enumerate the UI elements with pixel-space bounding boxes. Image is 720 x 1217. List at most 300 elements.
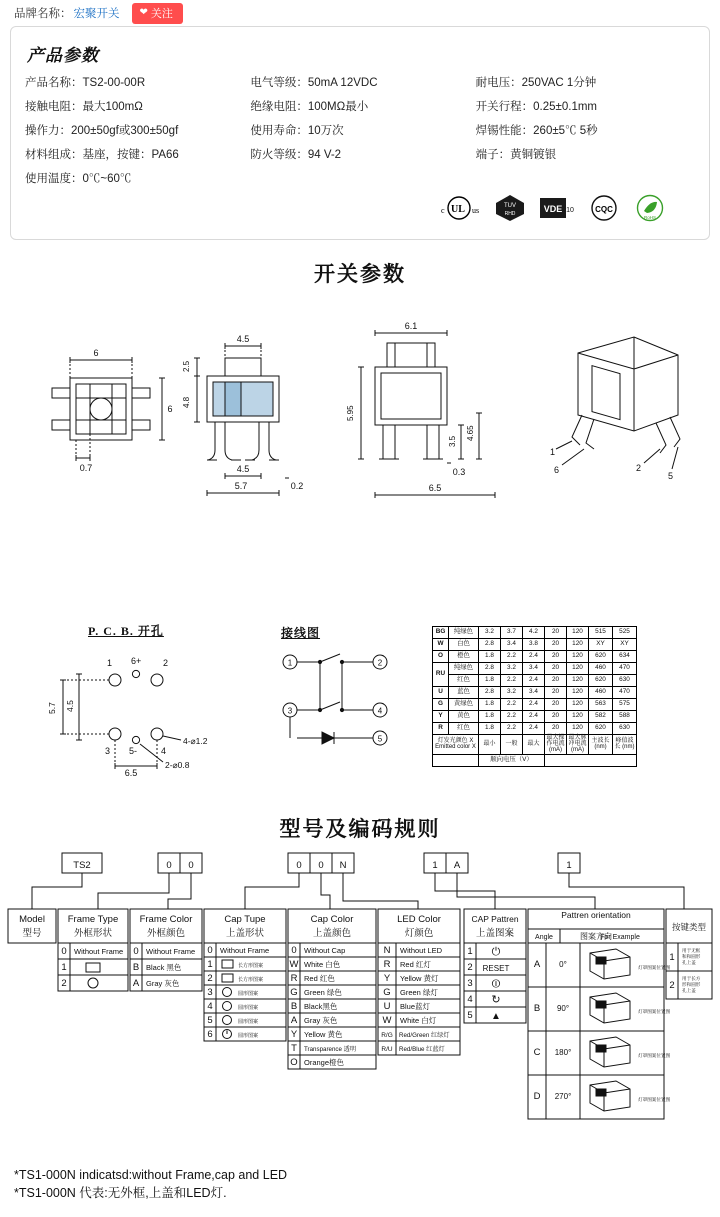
cap-color-key-r: R bbox=[290, 972, 298, 984]
svg-text:VDE: VDE bbox=[543, 203, 563, 214]
pcb-dim-4-5: 4.5 bbox=[65, 699, 75, 712]
led-color: 黄绿色 bbox=[449, 698, 479, 710]
dim-view2-body-height: 4.8 bbox=[182, 396, 191, 408]
led-vf-min: 1.8 bbox=[479, 722, 501, 734]
pcb-pin-1: 1 bbox=[107, 657, 113, 668]
frame-color-val-0: Without Frame bbox=[146, 946, 196, 956]
led-color-key-n: N bbox=[383, 944, 391, 956]
dim-view1-pin: 0.7 bbox=[79, 462, 93, 473]
param-cell: 接触电阻：最大100mΩ bbox=[25, 100, 143, 113]
led-vf-min: 2.8 bbox=[479, 686, 501, 698]
orientation-key-a: A bbox=[533, 958, 541, 970]
brand-bar bbox=[0, 0, 720, 26]
wiring-node-2: 2 bbox=[377, 658, 383, 668]
key-type-val-1-line3: 孔上盖 bbox=[682, 959, 696, 965]
brand-label: 品牌名称： bbox=[14, 8, 72, 20]
led-wl: 563 bbox=[589, 698, 613, 710]
led-code: RU bbox=[433, 662, 449, 686]
cap-type-key-5: 5 bbox=[207, 1014, 213, 1026]
footnotes bbox=[14, 1166, 287, 1204]
frame-color-key-a: A bbox=[132, 977, 140, 989]
led-color-val-n: Without LED bbox=[400, 945, 443, 955]
led-wl: 620 bbox=[589, 722, 613, 734]
orientation-note-a: 灯罩图案位置图 bbox=[638, 964, 671, 970]
cap-pattern-key-5: 5 bbox=[467, 1009, 473, 1021]
cap-color-val-o: Orange橙色 bbox=[304, 1057, 345, 1067]
svg-text:c: c bbox=[441, 205, 445, 215]
led-color-val-ru: Red/Blue 红蓝灯 bbox=[399, 1045, 445, 1053]
led-pk: 470 bbox=[613, 662, 637, 674]
cap-type-val-5: 圆形图案 bbox=[238, 1018, 259, 1025]
param-cell: 开关行程：0.25±0.1mm bbox=[475, 100, 597, 113]
led-vf-typ: 2.2 bbox=[501, 722, 523, 734]
dim-view3-thickness: 0.3 bbox=[452, 466, 466, 477]
pcb-pin-5: 5- bbox=[129, 745, 138, 756]
rohs-certification-icon bbox=[633, 193, 667, 223]
led-if: 20 bbox=[545, 722, 567, 734]
frame-type-val-0: Without Frame bbox=[74, 946, 124, 956]
dim-view3-span: 6.5 bbox=[428, 482, 442, 493]
dim-view1-height: 6 bbox=[167, 403, 173, 414]
led-color-key-w: W bbox=[382, 1014, 392, 1026]
col-led-color-cn: 灯颜色 bbox=[404, 927, 434, 939]
table-row bbox=[433, 674, 637, 686]
led-pk: 630 bbox=[613, 674, 637, 686]
led-pk: 575 bbox=[613, 698, 637, 710]
col-frame-type-cn: 外框形状 bbox=[73, 927, 113, 939]
param-cell: 操作力：200±50gf或300±50gf bbox=[25, 124, 179, 137]
vde-certification-icon bbox=[539, 193, 575, 223]
pcb-hole-large: 4-⌀1.2 bbox=[183, 735, 208, 746]
param-cell: 耐电压：250VAC 1分钟 bbox=[475, 77, 597, 89]
cap-color-val-r: Red 红色 bbox=[304, 973, 335, 983]
led-pk: 634 bbox=[613, 650, 637, 662]
dim-view1-width: 6 bbox=[93, 347, 99, 358]
code-box-model: TS2 bbox=[73, 859, 91, 871]
led-wl: 620 bbox=[589, 650, 613, 662]
led-footer-if: 最大操作电流 (mA) bbox=[546, 734, 565, 754]
frame-color-val-a: Gray 灰色 bbox=[146, 978, 180, 988]
pcb-pin-6: 6+ bbox=[131, 655, 142, 666]
led-vf-typ: 3.7 bbox=[501, 626, 523, 638]
dim-view3-height: 5.95 bbox=[346, 405, 355, 421]
led-ip: 120 bbox=[567, 722, 589, 734]
led-color: 黄色 bbox=[449, 710, 479, 722]
dim-view2-total-width: 5.7 bbox=[234, 480, 248, 491]
col-frame-color-cn: 外框颜色 bbox=[146, 927, 186, 939]
wiring-node-1: 1 bbox=[287, 658, 293, 668]
cap-type-val-1: 长方形图案 bbox=[238, 962, 264, 969]
frame-type-key-1: 1 bbox=[61, 961, 67, 973]
led-code: G bbox=[433, 698, 449, 710]
dim-view3-leg2: 4.65 bbox=[466, 425, 475, 441]
wiring-node-4: 4 bbox=[377, 706, 383, 716]
code-box-cap-pattern: 1 bbox=[432, 859, 438, 871]
col-model-title-en: Model bbox=[19, 913, 45, 925]
svg-text:TUV: TUV bbox=[504, 202, 516, 209]
led-vf-max: 2.4 bbox=[523, 650, 545, 662]
led-color: 白色 bbox=[449, 638, 479, 650]
power-icon: ⏻ bbox=[491, 945, 501, 958]
led-wl: 515 bbox=[589, 626, 613, 638]
svg-text:us: us bbox=[472, 205, 480, 215]
led-vf-min: 1.8 bbox=[479, 674, 501, 686]
drawings-svg bbox=[0, 298, 720, 618]
wiring-diagram-title: 接线图 bbox=[281, 625, 321, 640]
pin-label-2: 2 bbox=[636, 462, 642, 473]
led-footer-typ: 一般 bbox=[501, 734, 523, 754]
frame-color-key-0: 0 bbox=[133, 945, 139, 957]
cap-type-val-0: Without Frame bbox=[220, 945, 270, 955]
led-footer-cn: 灯发光颜色 X bbox=[437, 737, 474, 744]
led-vf-min: 2.8 bbox=[479, 662, 501, 674]
cap-type-val-2: 长方形图案 bbox=[238, 976, 264, 983]
led-ip: 120 bbox=[567, 650, 589, 662]
orientation-key-d: D bbox=[533, 1090, 541, 1102]
led-footer-min: 最小 bbox=[479, 734, 501, 754]
led-pk: XY bbox=[613, 638, 637, 650]
led-color-key-g: G bbox=[383, 986, 391, 998]
led-footer-ip: 最大脉冲电流 (mA) bbox=[568, 734, 587, 754]
footnote-cn: *TS1-000N 代表:无外框,上盖和LED灯. bbox=[14, 1186, 227, 1201]
led-vf-typ: 2.2 bbox=[501, 650, 523, 662]
table-row bbox=[433, 638, 637, 650]
led-footer-emitted bbox=[433, 734, 479, 754]
code-box-orientation: A bbox=[453, 859, 461, 871]
led-vf-typ: 2.2 bbox=[501, 698, 523, 710]
param-cell: 使用温度：0℃~60℃ bbox=[25, 172, 132, 185]
cap-type-key-6: 6 bbox=[207, 1028, 213, 1040]
led-code: R bbox=[433, 722, 449, 734]
pcb-pin-2: 2 bbox=[163, 657, 169, 668]
led-if: 20 bbox=[545, 686, 567, 698]
pcb-dim-6-5: 6.5 bbox=[124, 767, 138, 778]
table-row bbox=[433, 698, 637, 710]
led-vf-max: 2.4 bbox=[523, 722, 545, 734]
pcb-pin-4: 4 bbox=[161, 745, 167, 756]
params-title: 产品参数 bbox=[27, 46, 99, 65]
pin-label-1: 1 bbox=[550, 446, 556, 457]
cap-type-key-1: 1 bbox=[207, 958, 213, 970]
table-row bbox=[433, 626, 637, 638]
table-row bbox=[433, 686, 637, 698]
table-row bbox=[433, 662, 637, 674]
cap-type-key-4: 4 bbox=[207, 1000, 213, 1012]
tuv-certification-icon bbox=[495, 193, 525, 223]
led-pk: 470 bbox=[613, 686, 637, 698]
ul-certification-icon bbox=[441, 193, 481, 223]
led-ip: 120 bbox=[567, 686, 589, 698]
key-type-val-2-line3: 孔上盖 bbox=[682, 987, 696, 993]
dim-view2-pitch: 4.5 bbox=[236, 463, 250, 474]
led-vf-typ: 2.2 bbox=[501, 710, 523, 722]
led-color: 纯绿色 bbox=[449, 626, 479, 638]
orientation-note-b: 灯罩图案位置图 bbox=[638, 1008, 671, 1014]
led-if: 20 bbox=[545, 626, 567, 638]
orientation-val-c: 180° bbox=[554, 1047, 572, 1057]
params-grid bbox=[25, 76, 695, 187]
cap-color-val-y: Yellow 黄色 bbox=[304, 1029, 343, 1039]
led-wl: 460 bbox=[589, 686, 613, 698]
param-cell: 端子：黄铜镀银 bbox=[475, 148, 557, 161]
led-pk: 525 bbox=[613, 626, 637, 638]
led-vf-max: 2.4 bbox=[523, 674, 545, 686]
led-color-key-r: R bbox=[383, 958, 391, 970]
led-footer-en: Emitted color X bbox=[435, 744, 476, 751]
svg-text:CQC: CQC bbox=[595, 204, 613, 214]
led-vf-min: 1.8 bbox=[479, 710, 501, 722]
led-vf-max: 3.4 bbox=[523, 662, 545, 674]
param-cell bbox=[476, 172, 695, 187]
led-ip: 120 bbox=[567, 698, 589, 710]
table-footer-row bbox=[433, 734, 637, 754]
orientation-note-d: 灯罩图案位置图 bbox=[638, 1096, 671, 1102]
orientation-val-d: 270° bbox=[554, 1091, 572, 1101]
key-type-val-2-line1: 用于长方 bbox=[682, 975, 701, 981]
led-color-key-y: Y bbox=[383, 972, 391, 984]
led-color-key-u: U bbox=[383, 1000, 391, 1012]
cap-pattern-key-2: 2 bbox=[467, 961, 473, 973]
brand-name-link[interactable]: 宏聚开关 bbox=[73, 8, 120, 20]
table-footer-row-2 bbox=[433, 754, 637, 766]
key-type-key-1: 1 bbox=[669, 951, 675, 963]
cap-color-key-t: T bbox=[291, 1042, 297, 1054]
orientation-key-b: B bbox=[533, 1002, 541, 1014]
cap-type-key-2: 2 bbox=[207, 972, 213, 984]
led-wl: 460 bbox=[589, 662, 613, 674]
section-heading-switch-params: 开关参数 bbox=[314, 262, 406, 286]
col-key-type-cn: 按键类型 bbox=[671, 921, 707, 932]
led-ip: 120 bbox=[567, 662, 589, 674]
svg-text:RHD: RHD bbox=[504, 210, 516, 217]
led-wl: XY bbox=[589, 638, 613, 650]
led-ip: 120 bbox=[567, 710, 589, 722]
led-color-val-rg: Red/Green 红绿灯 bbox=[399, 1031, 450, 1039]
param-cell: 防火等级：94 V-2 bbox=[250, 148, 342, 161]
led-code: Y bbox=[433, 710, 449, 722]
param-cell: 绝缘电阻：100MΩ最小 bbox=[250, 100, 369, 113]
dim-view2-cap-width: 4.5 bbox=[236, 333, 250, 344]
code-box-cap-color: 0 bbox=[318, 859, 324, 871]
led-footer-max: 最大 bbox=[523, 734, 545, 754]
col-model-title-cn: 型号 bbox=[22, 927, 42, 939]
footnote-en: *TS1-000N indicatsd:without Frame,cap and LED bbox=[14, 1167, 288, 1182]
frame-color-val-b: Black 黑色 bbox=[146, 962, 182, 972]
param-cell: 电气等级：50mA 12VDC bbox=[250, 77, 378, 89]
cap-color-key-a: A bbox=[290, 1014, 298, 1026]
led-ip: 120 bbox=[567, 638, 589, 650]
led-ip: 120 bbox=[567, 626, 589, 638]
led-color-val-u: Blue蓝灯 bbox=[400, 1001, 431, 1011]
cap-type-val-6: 圆形图案 bbox=[238, 1032, 259, 1039]
cap-color-val-t: Transparence 透明 bbox=[304, 1045, 357, 1053]
cap-pattern-val-2: RESET bbox=[482, 963, 510, 973]
cap-color-key-y: Y bbox=[290, 1028, 298, 1040]
follow-button-label: 关注 bbox=[150, 7, 173, 20]
dim-view2-cap-height: 2.5 bbox=[182, 360, 191, 372]
led-footer-vf: 顺向电压（V） bbox=[479, 754, 545, 766]
key-type-val-1-line1: 用于无框 bbox=[682, 947, 701, 953]
led-vf-typ: 2.2 bbox=[501, 674, 523, 686]
cap-color-val-0: Without Cap bbox=[304, 945, 346, 955]
led-spec-table-wrap bbox=[432, 626, 637, 767]
led-color: 蓝色 bbox=[449, 686, 479, 698]
led-vf-typ: 3.4 bbox=[501, 638, 523, 650]
param-cell: 焊锡性能：260±5℃ 5秒 bbox=[475, 124, 598, 137]
orientation-note-c: 灯罩图案位置图 bbox=[638, 1052, 671, 1058]
led-color: 纯绿色 bbox=[449, 662, 479, 674]
cap-type-val-3: 圆形图案 bbox=[238, 990, 259, 997]
col-orientation-en: Pattren orientation bbox=[561, 909, 631, 920]
code-box-cap-type: 0 bbox=[296, 859, 302, 871]
led-if: 20 bbox=[545, 638, 567, 650]
cqc-certification-icon bbox=[589, 193, 619, 223]
cap-color-key-o: O bbox=[290, 1056, 298, 1068]
product-params-panel bbox=[10, 26, 710, 240]
led-color: 橙色 bbox=[449, 650, 479, 662]
led-wl: 620 bbox=[589, 674, 613, 686]
led-footer-pk: 峰值波长 (nm) bbox=[613, 734, 637, 754]
cap-color-val-b: Black黑色 bbox=[304, 1001, 338, 1011]
cap-pattern-key-1: 1 bbox=[467, 945, 473, 957]
section-heading-model-rules: 型号及编码规则 bbox=[279, 817, 441, 841]
led-color-key-rg: R/G bbox=[381, 1031, 393, 1039]
key-type-val-2-line2: 形和圆形 bbox=[682, 981, 701, 987]
led-wl: 582 bbox=[589, 710, 613, 722]
model-coding-rules bbox=[0, 847, 720, 1177]
key-type-val-1-line2: 和和圆形 bbox=[682, 953, 701, 959]
pcb-dim-5-7: 5.7 bbox=[47, 701, 57, 714]
cap-type-key-3: 3 bbox=[207, 986, 213, 998]
code-box-key-type: 1 bbox=[566, 859, 572, 871]
param-cell bbox=[250, 172, 469, 187]
pcb-drilling-title: P. C. B. 开孔 bbox=[88, 623, 164, 638]
param-cell: 材料组成：基座，按键：PA66 bbox=[25, 148, 179, 161]
led-code: U bbox=[433, 686, 449, 698]
frame-type-key-2: 2 bbox=[61, 977, 67, 989]
pcb-hole-small: 2-⌀0.8 bbox=[165, 759, 190, 770]
led-pk: 588 bbox=[613, 710, 637, 722]
svg-text:10: 10 bbox=[566, 206, 574, 214]
led-if: 20 bbox=[545, 698, 567, 710]
mechanical-drawings bbox=[0, 298, 720, 618]
pin-label-5: 5 bbox=[668, 470, 674, 481]
led-if: 20 bbox=[545, 710, 567, 722]
frame-color-key-b: B bbox=[132, 961, 140, 973]
col-cap-color-cn: 上盖颜色 bbox=[312, 927, 352, 939]
cap-pattern-key-3: 3 bbox=[467, 977, 473, 989]
orientation-key-c: C bbox=[533, 1046, 541, 1058]
dim-view3-width: 6.1 bbox=[404, 320, 418, 331]
led-if: 20 bbox=[545, 662, 567, 674]
led-if: 20 bbox=[545, 650, 567, 662]
led-color: 红色 bbox=[449, 722, 479, 734]
code-box-led-color: N bbox=[339, 859, 347, 871]
table-row bbox=[433, 722, 637, 734]
pcb-wiring-led-row bbox=[0, 622, 720, 807]
led-color-val-w: White 白灯 bbox=[400, 1015, 437, 1025]
dim-view3-leg: 3.5 bbox=[448, 435, 457, 447]
orientation-sub-angle: Angle bbox=[535, 933, 553, 941]
heart-icon: ❤ bbox=[139, 6, 148, 18]
led-pk: 630 bbox=[613, 722, 637, 734]
led-code: O bbox=[433, 650, 449, 662]
cap-type-key-0: 0 bbox=[207, 944, 213, 956]
table-row bbox=[433, 650, 637, 662]
col-cap-pattern-cn: 上盖图案 bbox=[475, 927, 515, 939]
code-box-frame-color: 0 bbox=[188, 859, 194, 871]
refresh-icon: ↻ bbox=[491, 993, 501, 1006]
cap-color-key-w: W bbox=[289, 958, 299, 970]
standby-icon: ⏼ bbox=[491, 977, 501, 990]
triangle-icon: ▲ bbox=[491, 1010, 501, 1022]
led-vf-min: 2.8 bbox=[479, 638, 501, 650]
led-vf-max: 2.4 bbox=[523, 710, 545, 722]
led-spec-table bbox=[432, 626, 637, 767]
cap-color-key-0: 0 bbox=[291, 944, 297, 956]
param-cell: 使用寿命：10万次 bbox=[250, 124, 344, 137]
cap-color-val-w: White 白色 bbox=[304, 959, 341, 969]
certification-logos bbox=[25, 191, 695, 225]
pcb-wiring-svg bbox=[0, 622, 430, 807]
cap-color-key-b: B bbox=[290, 1000, 298, 1012]
led-vf-max: 3.4 bbox=[523, 686, 545, 698]
led-vf-max: 2.4 bbox=[523, 698, 545, 710]
pcb-pin-3: 3 bbox=[105, 745, 111, 756]
led-vf-max: 4.2 bbox=[523, 626, 545, 638]
led-vf-typ: 3.2 bbox=[501, 662, 523, 674]
cap-color-val-g: Green 绿色 bbox=[304, 987, 342, 997]
led-color-val-y: Yellow 黄灯 bbox=[400, 973, 439, 983]
led-vf-min: 3.2 bbox=[479, 626, 501, 638]
cap-color-key-g: G bbox=[290, 986, 298, 998]
param-cell: 产品名称：TS2-00-00R bbox=[25, 77, 146, 89]
col-cap-type-en: Cap Tupe bbox=[224, 913, 266, 925]
col-cap-color-en: Cap Color bbox=[310, 913, 354, 925]
led-color-val-g: Green 绿灯 bbox=[400, 987, 438, 997]
frame-type-key-0: 0 bbox=[61, 945, 67, 957]
led-vf-max: 3.8 bbox=[523, 638, 545, 650]
cap-pattern-key-4: 4 bbox=[467, 993, 473, 1005]
follow-button[interactable] bbox=[132, 3, 183, 24]
col-frame-type-en: Frame Type bbox=[67, 913, 119, 925]
orientation-val-b: 90° bbox=[556, 1003, 570, 1013]
led-ip: 120 bbox=[567, 674, 589, 686]
led-if: 20 bbox=[545, 674, 567, 686]
led-color: 红色 bbox=[449, 674, 479, 686]
key-type-key-2: 2 bbox=[669, 979, 675, 991]
pin-label-6: 6 bbox=[554, 464, 560, 475]
cap-type-val-4: 圆形图案 bbox=[238, 1004, 259, 1011]
led-code: BG bbox=[433, 626, 449, 638]
col-led-color-en: LED Color bbox=[397, 913, 441, 925]
cap-color-val-a: Gray 灰色 bbox=[304, 1015, 338, 1025]
led-code: W bbox=[433, 638, 449, 650]
led-vf-min: 1.8 bbox=[479, 698, 501, 710]
col-frame-color-en: Frame Color bbox=[139, 913, 193, 925]
svg-text:RoHS: RoHS bbox=[643, 214, 657, 220]
led-vf-min: 1.8 bbox=[479, 650, 501, 662]
code-box-frame-type: 0 bbox=[166, 859, 172, 871]
col-orientation-cn: 图案方向 bbox=[580, 931, 612, 941]
table-row bbox=[433, 710, 637, 722]
dim-view2-thickness: 0.2 bbox=[290, 480, 304, 491]
col-cap-pattern-en: CAP Pattren bbox=[471, 913, 519, 924]
svg-text:UL: UL bbox=[451, 203, 465, 215]
led-footer-wl: 主波长 (nm) bbox=[589, 734, 613, 754]
led-color-val-r: Red 红灯 bbox=[400, 959, 431, 969]
wiring-node-3: 3 bbox=[287, 706, 293, 716]
